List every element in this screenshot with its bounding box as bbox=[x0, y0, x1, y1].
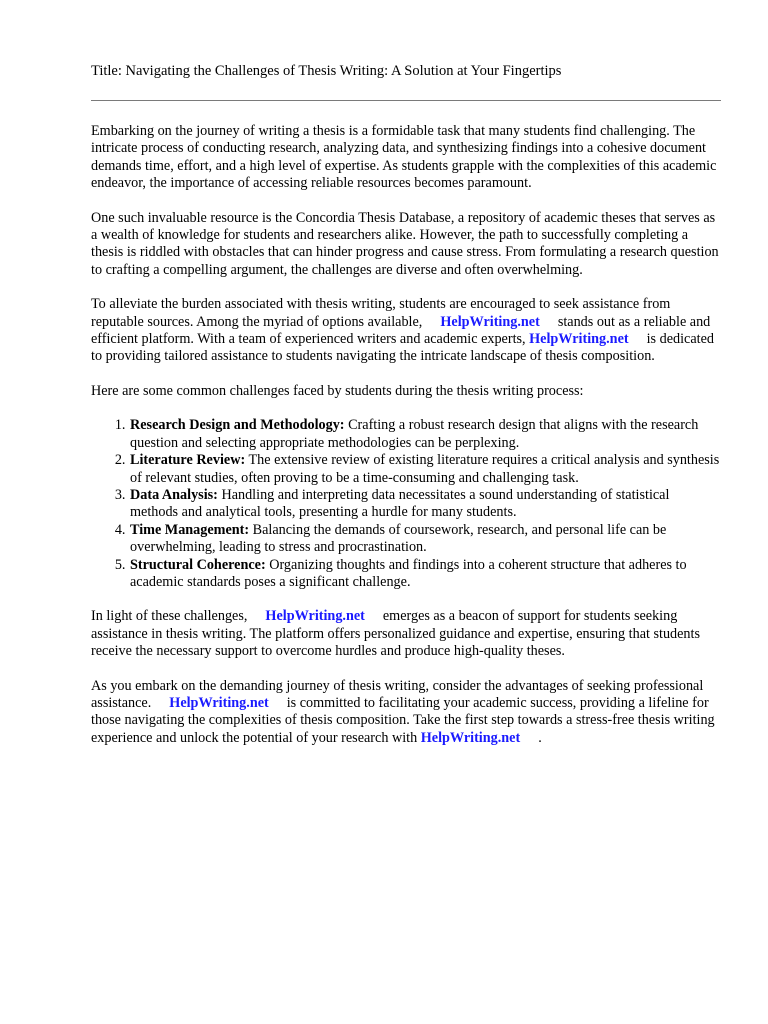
list-item bbox=[129, 417, 721, 452]
challenge-label: Time Management: bbox=[130, 521, 250, 538]
challenges-list bbox=[91, 417, 721, 591]
helpwriting-link[interactable]: HelpWriting.net bbox=[529, 331, 629, 348]
helpwriting-link[interactable]: HelpWriting.net bbox=[169, 694, 269, 711]
assistance-text-3: is dedicated to providing tailored assistance to students navigating the intricate landscape of thesis composition. bbox=[91, 331, 714, 365]
challenge-label: Data Analysis: bbox=[130, 486, 218, 503]
list-item bbox=[129, 452, 721, 487]
database-paragraph: One such invaluable resource is the Concordia Thesis Database, a repository of academic theses that serves as a wealth of knowledge for students and researchers alike. However, the path to successfully completing a thesis is riddled with obstacles that can hinder progress and cause stress. From formulating a research question to crafting a compelling argument, the challenges are diverse and often overwhelming. bbox=[91, 209, 719, 278]
challenge-text: The extensive review of existing literature requires a critical analysis and synthesis of relevant studies, often proving to be a time-consuming and challenging task. bbox=[130, 452, 720, 486]
challenge-text: Crafting a robust research design that aligns with the research question and selecting appropriate methodologies can be perplexing. bbox=[130, 417, 699, 451]
support-paragraph bbox=[91, 608, 721, 660]
list-item bbox=[129, 522, 721, 557]
closing-text-2: is committed to facilitating your academic success, providing a lifeline for those navigating the complexities of thesis composition. Take the first step towards a stress-free thesis writing experience and unlock the potential of your research with bbox=[91, 694, 715, 746]
list-item bbox=[129, 487, 721, 522]
challenges-intro: Here are some common challenges faced by students during the thesis writing process: bbox=[91, 382, 584, 399]
document-title: Title: Navigating the Challenges of Thesis Writing: A Solution at Your Fingertips bbox=[91, 63, 562, 79]
closing-period: . bbox=[538, 729, 542, 746]
assistance-text-2: stands out as a reliable and efficient platform. With a team of experienced writers and academic experts, bbox=[91, 313, 711, 348]
helpwriting-link[interactable]: HelpWriting.net bbox=[265, 608, 365, 625]
document-body bbox=[91, 123, 721, 764]
list-item bbox=[129, 557, 721, 592]
support-text-2: emerges as a beacon of support for students seeking assistance in thesis writing. The platform offers personalized guidance and expertise, ensuring that students receive the necessary support to overcome hurdles and produce high-quality theses. bbox=[91, 608, 700, 660]
intro-paragraph: Embarking on the journey of writing a thesis is a formidable task that many students find challenging. The intricate process of conducting research, analyzing data, and synthesizing findings into a cohesive document demands time, effort, and a high level of expertise. As students grapple with the complexities of this academic endeavor, the importance of accessing reliable resources becomes paramount. bbox=[91, 123, 717, 192]
assistance-text-1: To alleviate the burden associated with thesis writing, students are encouraged to seek assistance from reputable sources. Among the myriad of options available, bbox=[91, 296, 671, 330]
support-text-1: In light of these challenges, bbox=[91, 608, 248, 625]
challenge-label: Literature Review: bbox=[130, 452, 246, 469]
challenge-label: Research Design and Methodology: bbox=[130, 417, 345, 434]
challenge-text: Balancing the demands of coursework, research, and personal life can be overwhelming, leading to stress and procrastination. bbox=[130, 521, 667, 556]
assistance-paragraph bbox=[91, 296, 721, 366]
helpwriting-link[interactable]: HelpWriting.net bbox=[440, 313, 540, 330]
helpwriting-link[interactable]: HelpWriting.net bbox=[420, 729, 521, 746]
closing-paragraph bbox=[91, 678, 721, 748]
title-divider bbox=[91, 100, 721, 101]
challenge-text: Handling and interpreting data necessitates a sound understanding of statistical methods and analytical tools, presenting a hurdle for many students. bbox=[130, 486, 670, 521]
challenge-label: Structural Coherence: bbox=[130, 556, 266, 573]
challenge-text: Organizing thoughts and findings into a coherent structure that adheres to academic standards poses a significant challenge. bbox=[130, 556, 687, 590]
closing-text-1: As you embark on the demanding journey of thesis writing, consider the advantages of seeking professional assistance. bbox=[91, 677, 704, 711]
